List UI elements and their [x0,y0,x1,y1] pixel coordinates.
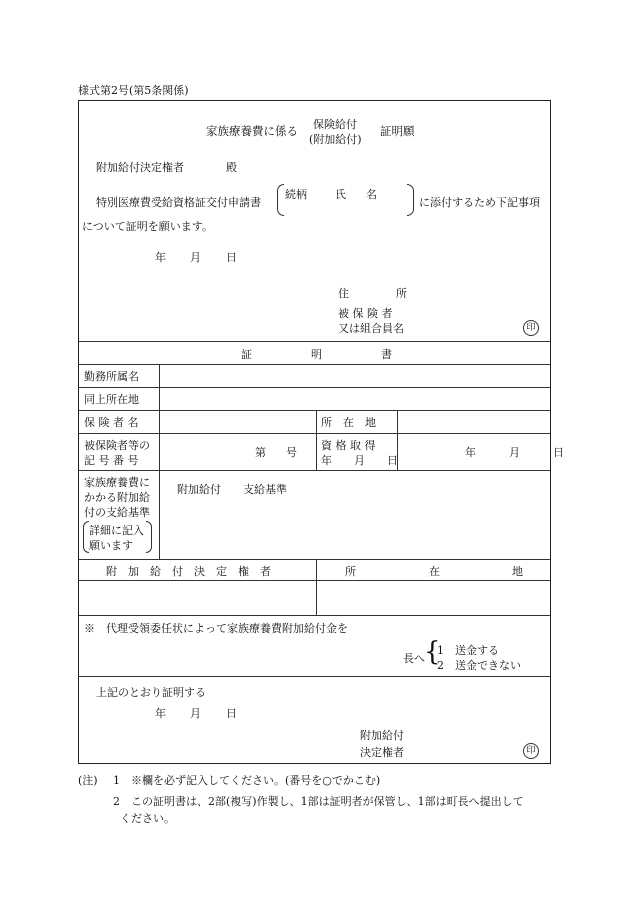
row-location-label: 所 在 地 [321,416,376,429]
decision-location-char1: 所 [345,565,356,578]
row-same-address-label: 同上所在地 [84,393,139,406]
title-prefix: 家族療養費に係る [206,124,298,138]
standard-label-3: 付の支給基準 [84,506,150,519]
date-day: 日 [226,251,237,264]
applicant-address-char2: 所 [396,287,407,300]
certificate-form [78,100,564,764]
note-1: 1 ※欄を必ず記入してください。(番号を○でかこむ) [113,774,381,787]
row-number-dai: 第 [255,446,266,459]
notes-label: (注) [78,774,98,787]
title-option-insurance: 保険給付 [313,118,357,131]
cert-heading-char3: 書 [381,348,392,361]
proxy-chou: 長へ [403,652,425,665]
standard-note-2: 願います [89,539,133,552]
decision-authority-header: 附 加 給 付 決 定 権 者 [106,565,271,578]
request-lead: 特別医療費受給資格証交付申請書 [96,196,261,209]
row-qualify-label-2: 年 月 日 [321,454,398,467]
standard-label-1: 家族療養費に [84,476,150,489]
bracket-relation: 続柄 [285,188,307,201]
certify-date-year: 年 [155,707,166,720]
title-option-additional: (附加給付) [309,133,362,146]
applicant-address-char1: 住 [338,287,349,300]
applicant-seal-mark: 印 [523,320,539,336]
note-bracket-right [146,521,152,553]
row-number-label-1: 被保険者等の [84,439,150,452]
row-qualify-date: 年 月 日 [465,446,564,459]
cert-heading-char1: 証 [241,348,252,361]
row-insurer-label: 保 険 者 名 [84,416,139,429]
applicant-role-line2: 又は組合員名 [338,322,404,335]
bracket-surname: 氏 [335,188,346,201]
decision-location-char3: 地 [512,565,523,578]
bracket-right [407,184,414,216]
note-2: 2 この証明書は、2部(複写)作製し、1部は証明者が保管し、1部は町長へ提出して [113,795,524,808]
standard-label-2: かかる附加給 [84,491,150,504]
standard-content: 附加給付 支給基準 [177,483,287,496]
standard-note-1: 詳細に記入 [89,524,144,537]
addressee-honorific: 殿 [226,161,237,174]
addressee-label: 附加給付決定権者 [96,161,184,174]
bracket-left [277,184,284,216]
certify-date-month: 月 [190,707,201,720]
note-2-continuation: ください。 [120,812,175,825]
row-number-go: 号 [286,446,297,459]
cert-heading-char2: 明 [311,348,322,361]
certify-date-day: 日 [226,707,237,720]
bracket-name: 名 [366,188,377,201]
proxy-option-send: 1 送金する [437,644,499,657]
row-number-label-2: 記 号 番 号 [84,454,139,467]
request-line2: について証明を願います。 [82,220,213,233]
date-month: 月 [190,251,201,264]
request-tail: に添付するため下記事項 [419,196,540,209]
date-year: 年 [155,251,166,264]
title-suffix: 証明願 [380,124,415,138]
certify-seal-mark: 印 [523,743,539,759]
row-qualify-label-1: 資 格 取 得 [321,439,376,452]
certify-signer-2: 決定権者 [360,746,404,759]
certify-text: 上記のとおり証明する [96,686,206,699]
row-workplace-label: 勤務所属名 [84,370,139,383]
applicant-role-line1: 被 保 険 者 [338,307,393,320]
options-brace: { [424,637,441,667]
form-number-label: 様式第2号(第5条関係) [78,84,189,97]
certify-signer-1: 附加給付 [360,729,404,742]
decision-location-char2: 在 [429,565,440,578]
proxy-option-no-send: 2 送金できない [437,659,521,672]
proxy-text: ※ 代理受領委任状によって家族療養費附加給付金を [84,622,348,635]
